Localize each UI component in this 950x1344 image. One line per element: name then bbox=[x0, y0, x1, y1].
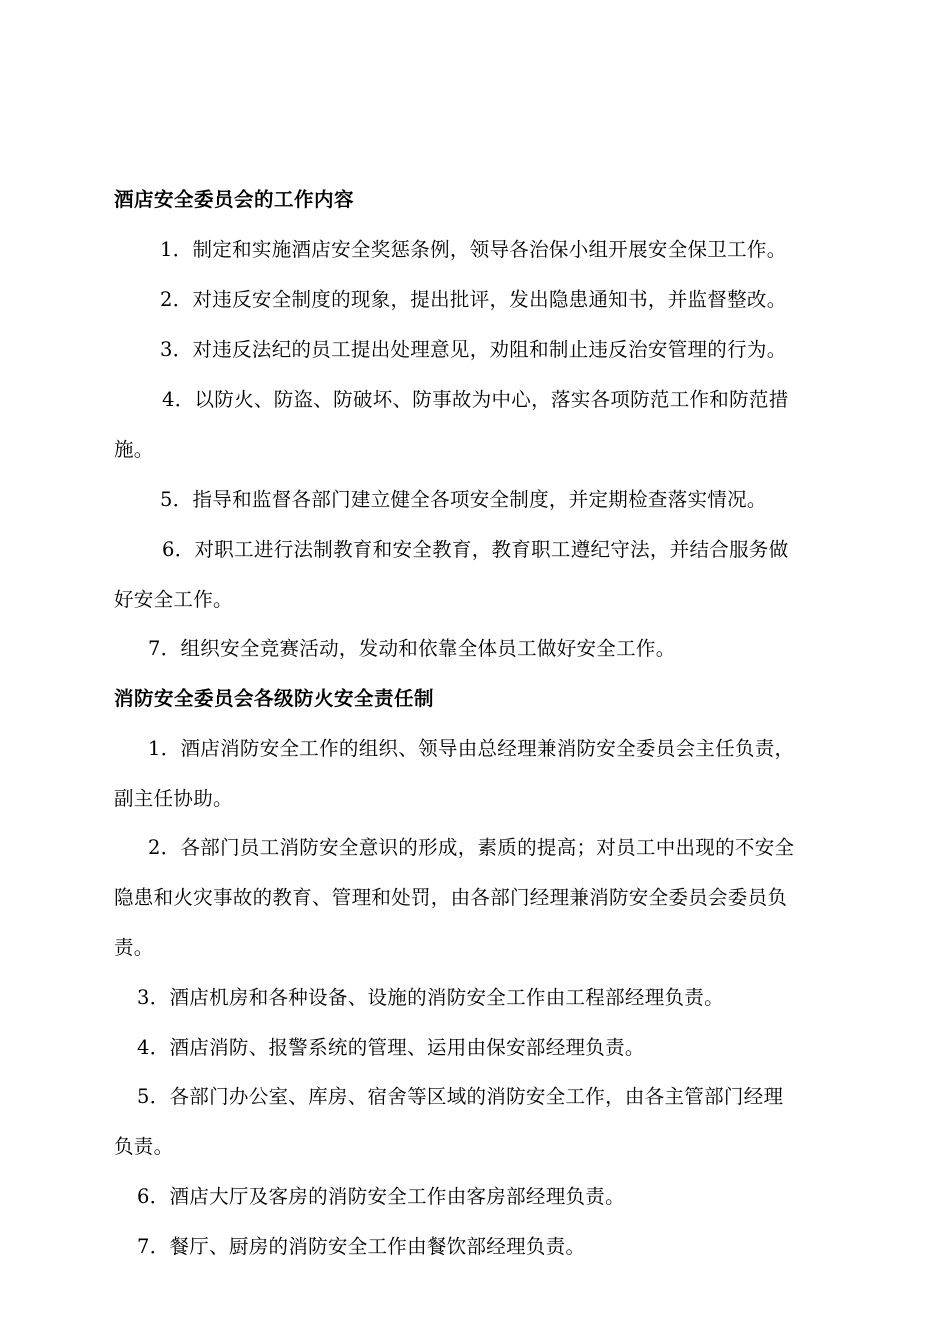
paragraph-line: 3．对违反法纪的员工提出处理意见，劝阻和制止违反治安管理的行为。 bbox=[160, 338, 787, 361]
paragraph-line: 2．各部门员工消防安全意识的形成，素质的提高；对员工中出现的不安全 bbox=[148, 836, 795, 859]
paragraph-line: 5．各部门办公室、库房、宿舍等区域的消防安全工作，由各主管部门经理 bbox=[137, 1085, 784, 1108]
paragraph-line: 4．以防火、防盗、防破坏、防事故为中心，落实各项防范工作和防范措 bbox=[162, 388, 789, 411]
paragraph-line: 副主任协助。 bbox=[114, 787, 233, 810]
paragraph-line: 1．酒店消防安全工作的组织、领导由总经理兼消防安全委员会主任负责， bbox=[148, 737, 795, 760]
paragraph-line: 责。 bbox=[114, 936, 154, 959]
paragraph-line: 好安全工作。 bbox=[114, 588, 233, 611]
paragraph-line: 3．酒店机房和各种设备、设施的消防安全工作由工程部经理负责。 bbox=[137, 986, 724, 1009]
paragraph-line: 6．对职工进行法制教育和安全教育，教育职工遵纪守法，并结合服务做 bbox=[162, 538, 789, 561]
paragraph-line: 7．组织安全竞赛活动，发动和依靠全体员工做好安全工作。 bbox=[148, 637, 676, 660]
paragraph-line: 4．酒店消防、报警系统的管理、运用由保安部经理负责。 bbox=[137, 1036, 645, 1059]
paragraph-line: 1．制定和实施酒店安全奖惩条例，领导各治保小组开展安全保卫工作。 bbox=[160, 238, 787, 261]
paragraph-line: 施。 bbox=[114, 438, 154, 461]
paragraph-line: 2．对违反安全制度的现象，提出批评，发出隐患通知书，并监督整改。 bbox=[160, 288, 787, 311]
paragraph-line: 5．指导和监督各部门建立健全各项安全制度，并定期检查落实情况。 bbox=[160, 488, 767, 511]
section-heading-safety-committee: 酒店安全委员会的工作内容 bbox=[114, 188, 355, 211]
paragraph-line: 7．餐厅、厨房的消防安全工作由餐饮部经理负责。 bbox=[137, 1235, 586, 1258]
paragraph-line: 隐患和火灾事故的教育、管理和处罚，由各部门经理兼消防安全委员会委员负 bbox=[114, 886, 788, 909]
paragraph-line: 负责。 bbox=[114, 1135, 174, 1158]
paragraph-line: 6．酒店大厅及客房的消防安全工作由客房部经理负责。 bbox=[137, 1185, 625, 1208]
section-heading-fire-safety: 消防安全委员会各级防火安全责任制 bbox=[114, 687, 435, 710]
